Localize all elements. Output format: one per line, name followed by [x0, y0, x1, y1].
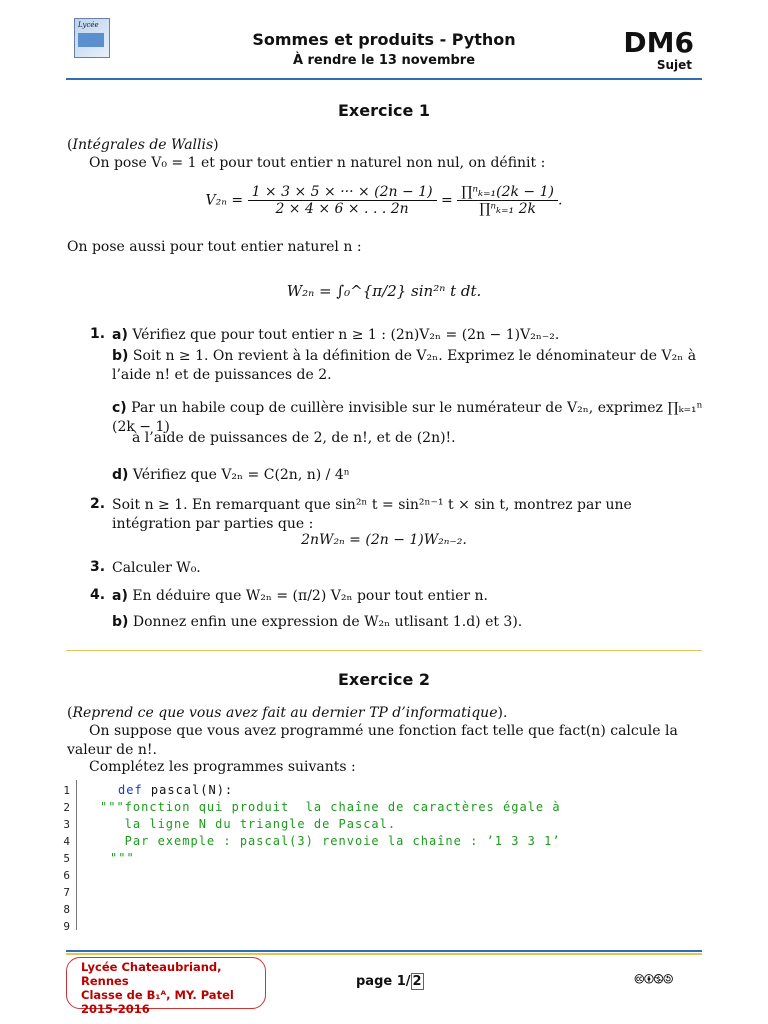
- q4b: [112, 613, 712, 632]
- exercise-1-heading: Exercice 1: [338, 101, 430, 120]
- q1c-text-b: à l’aide de puissances de 2, de n!, et de (2n)!.: [132, 430, 456, 446]
- v2n-numerator: 1 × 3 × 5 × ··· × (2n − 1): [248, 184, 437, 201]
- q1d-text: Vérifiez que V₂ₙ = C(2n, n) / 4ⁿ: [132, 467, 350, 483]
- doc-kind: Sujet: [656, 58, 692, 72]
- q1b-label: b): [112, 348, 129, 364]
- page-total-link[interactable]: 2: [412, 974, 422, 989]
- line-number: 6: [63, 869, 70, 882]
- line-number: 7: [63, 886, 70, 899]
- line-number: 3: [63, 818, 70, 831]
- ex1-topic: (Intégrales de Wallis): [67, 137, 219, 153]
- doc-title: Sommes et produits - Python: [252, 30, 516, 49]
- code-line-4: Par exemple : pascal(3) renvoie la chaîne : ’1 3 3 1’: [100, 834, 561, 848]
- v2n-fraction-1: [248, 184, 437, 217]
- code-line-1-text: pascal(N):: [142, 783, 234, 797]
- v2n-lhs: V₂ₙ =: [205, 192, 244, 209]
- line-number: 1: [63, 784, 70, 797]
- q3-text: Calculer W₀.: [112, 560, 201, 576]
- q1-number: 1.: [90, 326, 106, 342]
- ex2-topic: (Reprend ce que vous avez fait au dernier TP d’informatique).: [67, 705, 508, 721]
- q1d: [112, 466, 712, 485]
- line-number: 5: [63, 852, 70, 865]
- code-line-3: la ligne N du triangle de Pascal.: [100, 817, 397, 831]
- ex2-topic-text: Reprend ce que vous avez fait au dernier TP d’informatique: [72, 705, 498, 721]
- cc-license-icon: 🅭🅯🄏🄎: [635, 972, 674, 988]
- q4a-text: En déduire que W₂ₙ = (π/2) V₂ₙ pour tout entier n.: [132, 588, 488, 604]
- header-rule: [66, 78, 702, 80]
- ex2-intro: On suppose que vous avez programmé une fonction fact telle que fact(n) calcule la valeur de n!.: [67, 723, 678, 758]
- page-indicator: [356, 974, 424, 989]
- q4b-text: Donnez enfin une expression de W₂ₙ utlisant 1.d) et 3).: [132, 614, 523, 630]
- q4b-label: b): [112, 614, 129, 630]
- exercise-2-heading: Exercice 2: [338, 670, 430, 689]
- ex1-also: On pose aussi pour tout entier naturel n :: [67, 239, 362, 255]
- footer-school: Lycée Chateaubriand, Rennes: [81, 960, 222, 988]
- q4a-label: a): [112, 588, 128, 604]
- q4-number: 4.: [90, 587, 106, 603]
- line-number: 9: [63, 920, 70, 933]
- code-keyword: def: [118, 783, 143, 797]
- code-line-1: [118, 783, 233, 797]
- q1b: [112, 347, 712, 385]
- v2n-product-denominator: ∏ⁿₖ₌₁ 2k: [479, 201, 536, 217]
- q1a: [112, 326, 712, 345]
- footer-year: 2015-2016: [81, 1002, 150, 1016]
- ex1-topic-text: Intégrales de Wallis: [72, 137, 214, 153]
- v2n-definition: V₂ₙ = $\frac{1 \times 3 \times 5 \times \cdot\cdot\cdot \times (2n - 1)}{2 \times 4 \times 6 \times . . . 2n}$ = $\frac{\text{∏ⁿₖ₌₁(2k − 1)}}{\text{∏ⁿₖ₌₁ 2k}}$ .: [205, 184, 563, 217]
- ex2-complete: Complétez les programmes suivants :: [89, 759, 356, 775]
- v2n-fraction-2: [457, 184, 558, 217]
- v2n-product-numerator: ∏ⁿₖ₌₁(2k − 1): [457, 184, 558, 201]
- footer-school-box: [66, 957, 266, 1016]
- q1c-label: c): [112, 400, 127, 416]
- q1d-label: d): [112, 467, 129, 483]
- q2-number: 2.: [90, 496, 106, 512]
- q2-text: Soit n ≥ 1. En remarquant que sin²ⁿ t = sin²ⁿ⁻¹ t × sin t, montrez par une intégration par parties que :: [112, 497, 632, 532]
- q1c-text-a: Par un habile coup de cuillère invisible sur le numérateur de V₂ₙ, exprimez: [131, 400, 663, 416]
- code-gutter-rule: [76, 780, 77, 930]
- w2n-definition: W₂ₙ = ∫₀^{π/2} sin²ⁿ t dt.: [286, 282, 482, 300]
- q1a-label: a): [112, 327, 128, 343]
- footer-class: Classe de B₁ᴬ, MY. Patel: [81, 988, 234, 1002]
- doc-code: DM6: [623, 26, 694, 59]
- line-number: 4: [63, 835, 70, 848]
- line-number: 8: [63, 903, 70, 916]
- footer-rule-gold: [66, 953, 702, 955]
- code-line-5: """: [110, 851, 135, 865]
- footer-rule-blue: [66, 950, 702, 952]
- q4a: [112, 587, 712, 606]
- q1a-text: Vérifiez que pour tout entier n ≥ 1 : (2n)V₂ₙ = (2n − 1)V₂ₙ₋₂.: [132, 327, 560, 343]
- q1c-product: ∏ₖ₌₁ⁿ (2k − 1): [112, 400, 703, 435]
- q3-number: 3.: [90, 559, 106, 575]
- doc-subtitle: À rendre le 13 novembre: [292, 53, 476, 68]
- code-line-2: """fonction qui produit la chaîne de caractères égale à: [100, 800, 561, 814]
- logo-text: Lycée: [78, 21, 99, 29]
- page-label: page 1/: [356, 974, 411, 989]
- q1b-text: Soit n ≥ 1. On revient à la définition de V₂ₙ. Exprimez le dénominateur de V₂ₙ à l’aide n! et de puissances de 2.: [112, 348, 697, 383]
- line-number: 2: [63, 801, 70, 814]
- section-separator: [66, 650, 702, 651]
- v2n-denominator: 2 × 4 × 6 × . . . 2n: [275, 201, 409, 217]
- q2-equation: 2nW₂ₙ = (2n − 1)W₂ₙ₋₂.: [301, 532, 467, 548]
- ex1-intro: On pose V₀ = 1 et pour tout entier n naturel non nul, on définit :: [89, 155, 546, 171]
- code-listing: [56, 780, 716, 933]
